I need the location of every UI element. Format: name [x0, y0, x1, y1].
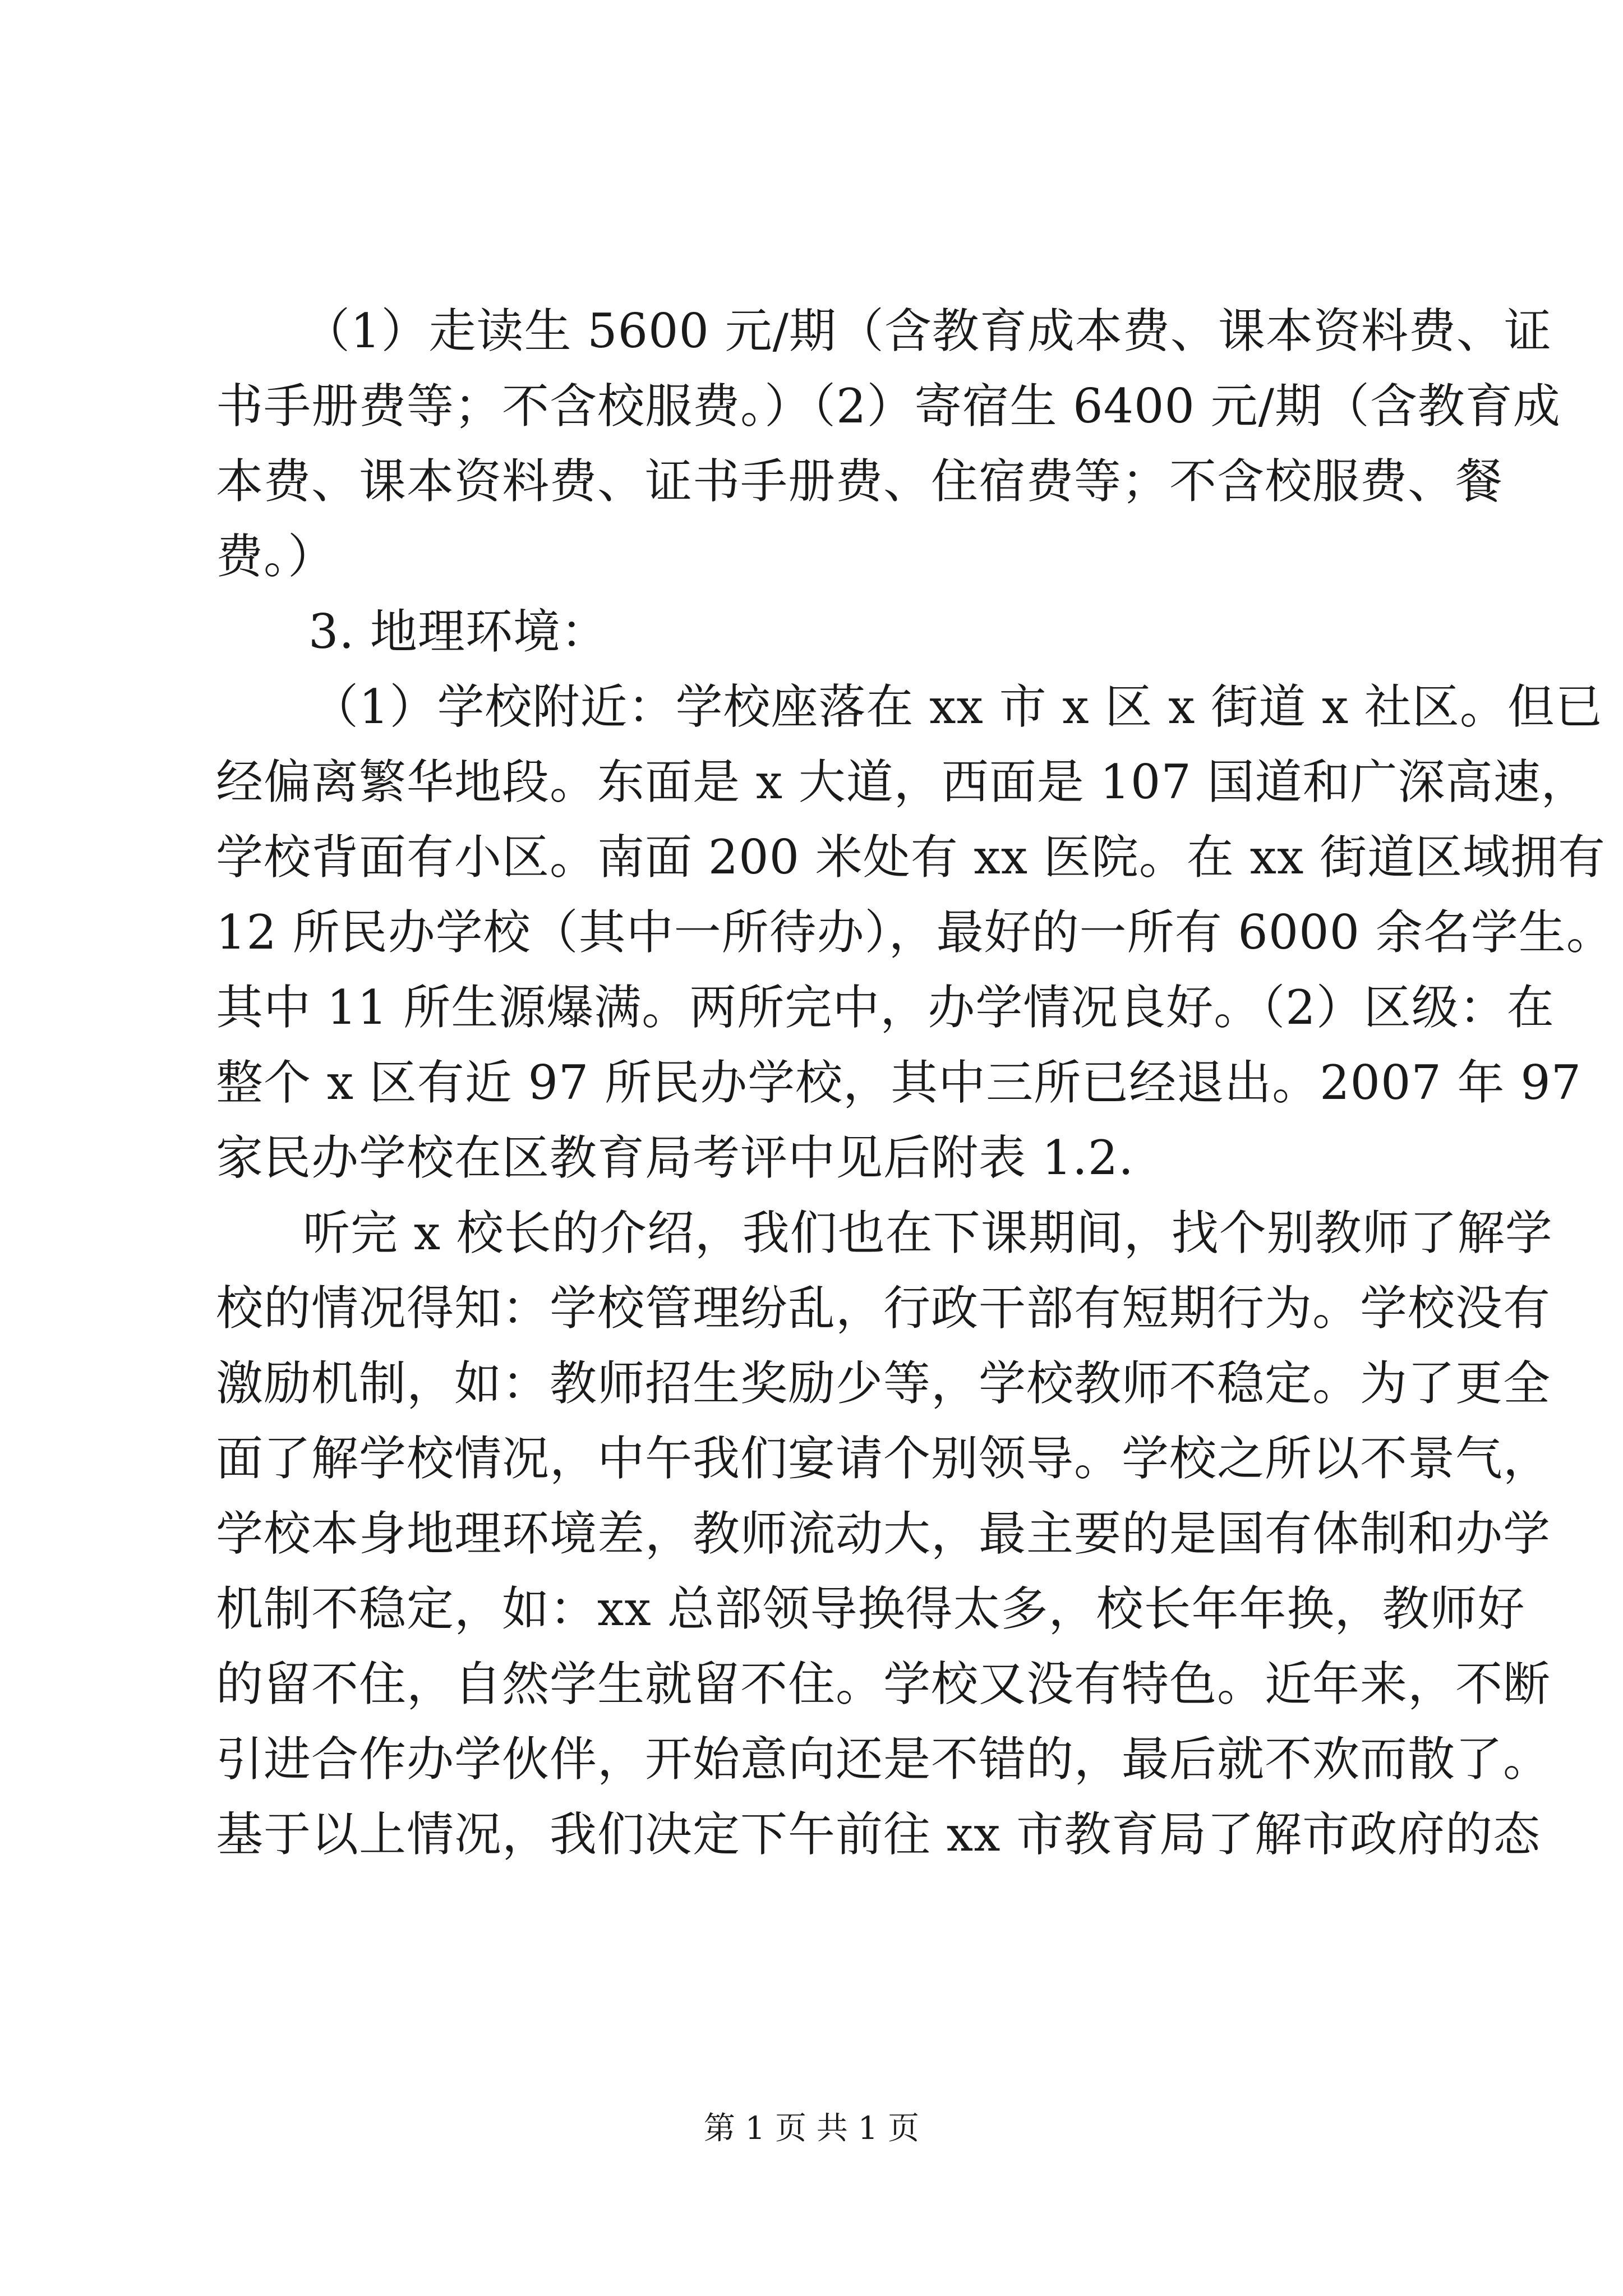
text-line-17: 学校本身地理环境差，教师流动大，最主要的是国有体制和办学 — [216, 1506, 1551, 1561]
text-line-15: 激励机制，如：教师招生奖励少等，学校教师不稳定。为了更全 — [216, 1356, 1551, 1411]
text-line-7: 经偏离繁华地段。东面是 x 大道，西面是 107 国道和广深高速， — [216, 754, 1589, 809]
text-line-4: 费。） — [216, 529, 336, 584]
text-line-13: 听完 x 校长的介绍，我们也在下课期间，找个别教师了解学 — [303, 1205, 1553, 1260]
text-line-6: （1）学校附近：学校座落在 xx 市 x 区 x 街道 x 社区。但已 — [311, 679, 1603, 734]
text-line-14: 校的情况得知：学校管理纷乱，行政干部有短期行为。学校没有 — [216, 1281, 1551, 1336]
page-footer: 第 1 页 共 1 页 — [703, 2110, 920, 2147]
text-line-10: 其中 11 所生源爆满。两所完中，办学情况良好。（2）区级：在 — [216, 980, 1555, 1035]
text-line-1: （1）走读生 5600 元/期（含教育成本费、课本资料费、证 — [303, 303, 1552, 358]
text-line-16: 面了解学校情况，中午我们宴请个别领导。学校之所以不景气， — [216, 1431, 1551, 1486]
section-heading-geography: 3. 地理环境： — [308, 604, 608, 659]
text-line-21: 基于以上情况，我们决定下午前往 xx 市教育局了解市政府的态 — [216, 1807, 1541, 1862]
text-line-9: 12 所民办学校（其中一所待办），最好的一所有 6000 余名学生。 — [216, 905, 1614, 960]
text-line-8: 学校背面有小区。南面 200 米处有 xx 医院。在 xx 街道区域拥有 — [216, 830, 1606, 885]
text-line-11: 整个 x 区有近 97 所民办学校，其中三所已经退出。2007 年 97 — [216, 1055, 1582, 1110]
text-line-12: 家民办学校在区教育局考评中见后附表 1.2. — [216, 1130, 1134, 1185]
text-line-2: 书手册费等；不含校服费。）（2）寄宿生 6400 元/期（含教育成 — [216, 379, 1561, 434]
text-line-3: 本费、课本资料费、证书手册费、住宿费等；不含校服费、餐 — [216, 454, 1504, 509]
text-line-20: 引进合作办学伙伴，开始意向还是不错的，最后就不欢而散了。 — [216, 1732, 1551, 1787]
text-line-19: 的留不住，自然学生就留不住。学校又没有特色。近年来，不断 — [216, 1657, 1551, 1711]
text-line-18: 机制不稳定，如：xx 总部领导换得太多，校长年年换，教师好 — [216, 1581, 1525, 1636]
